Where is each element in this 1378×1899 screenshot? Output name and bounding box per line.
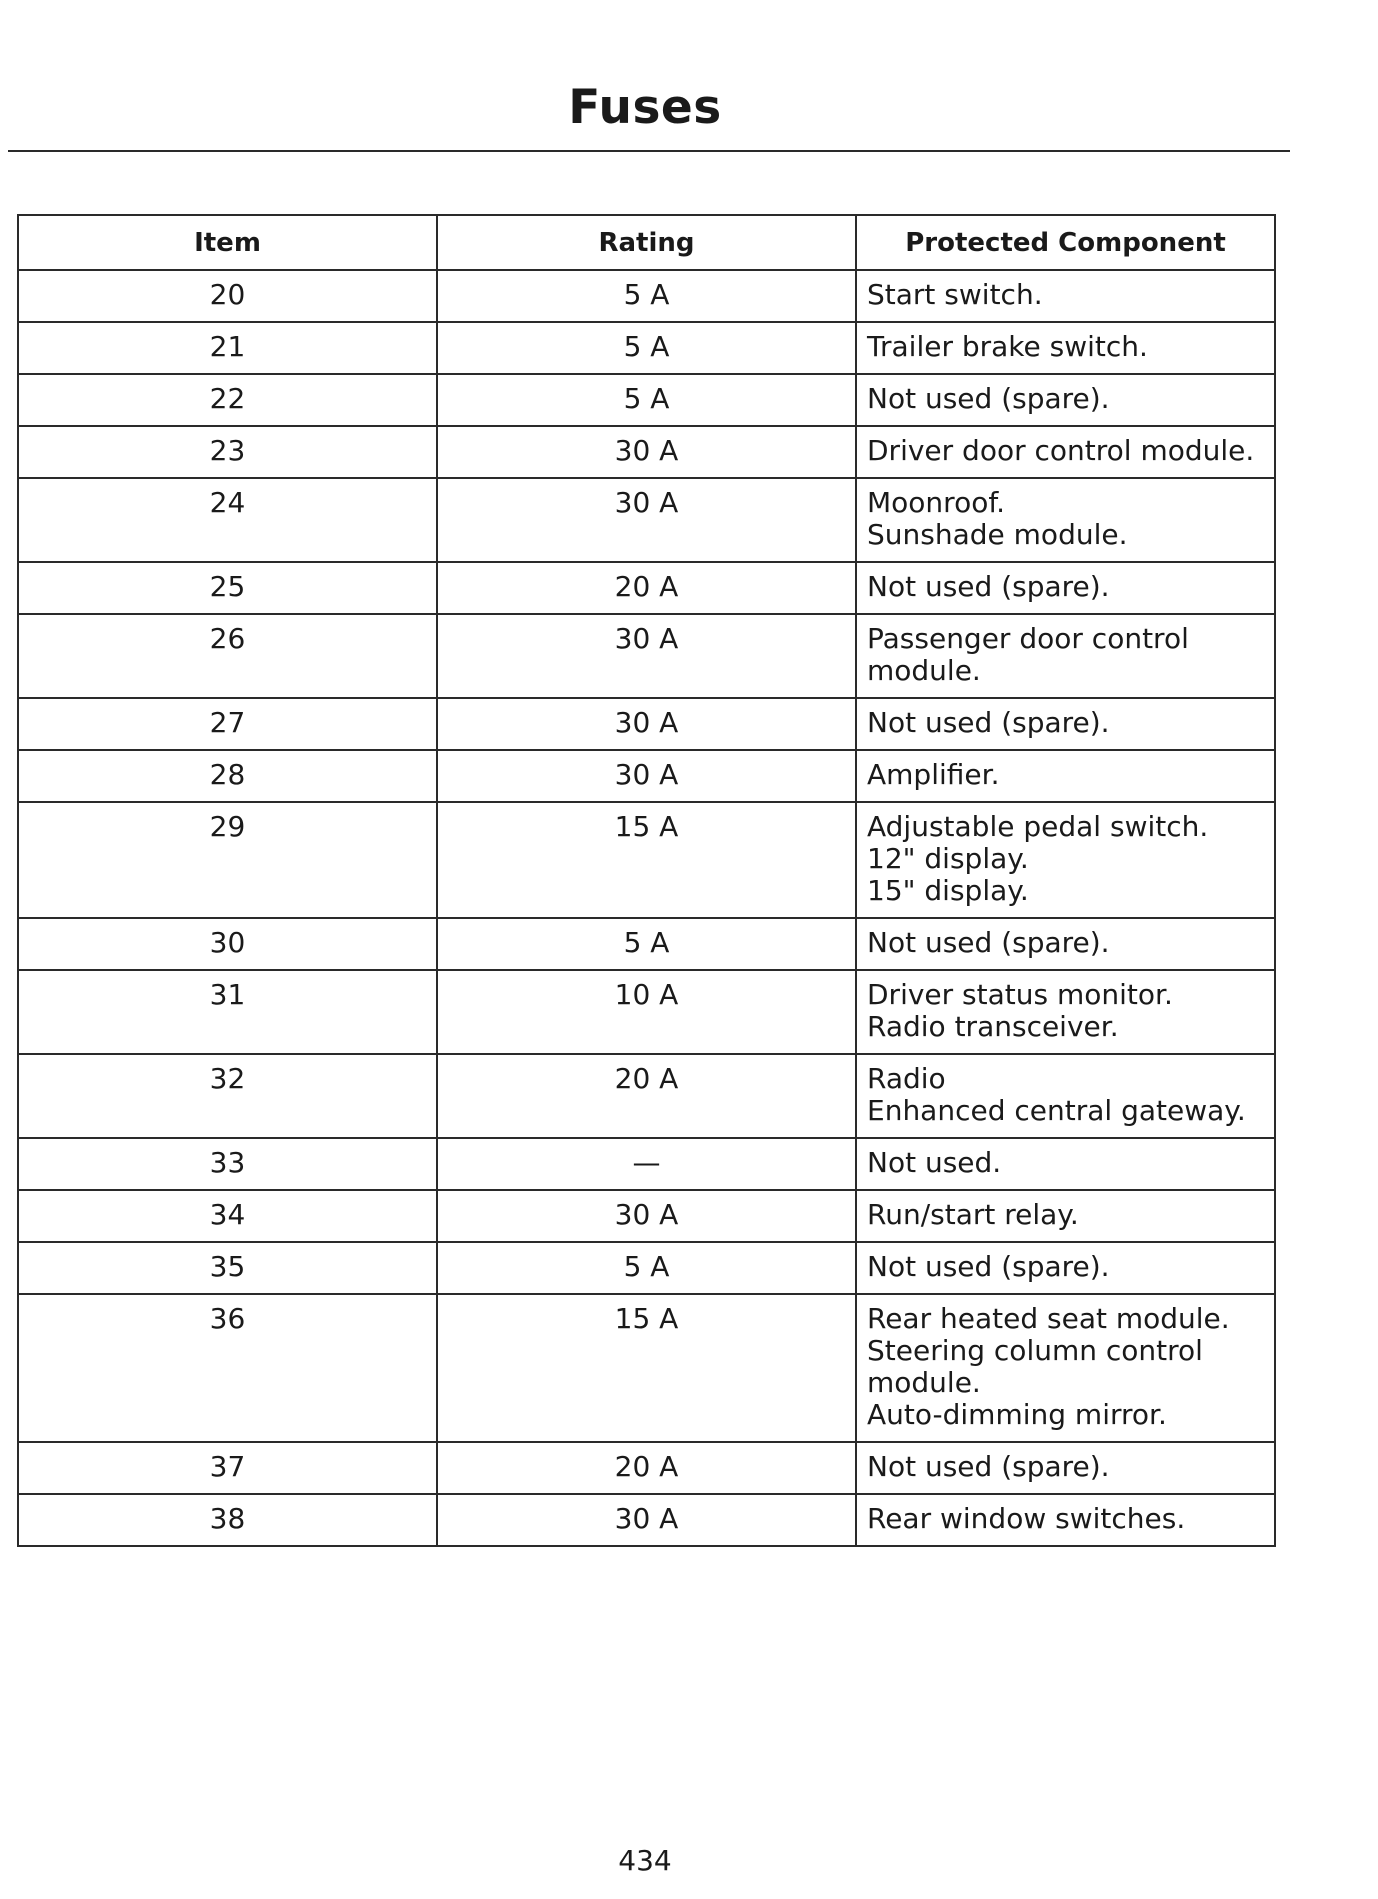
table-row [18,1442,1275,1494]
cell-item: 38 [18,1494,437,1546]
component-line: module. [867,654,981,687]
table-row [18,750,1275,802]
component-line: 12" display. [867,842,1029,875]
component-line: Amplifier. [867,758,1000,791]
table-row [18,1494,1275,1546]
table-row [18,374,1275,426]
cell-protected-component [856,322,1275,374]
table-row [18,562,1275,614]
table-row [18,322,1275,374]
cell-item: 21 [18,322,437,374]
table-header-row [18,215,1275,270]
component-line: Rear window switches. [867,1502,1186,1535]
cell-rating: 5 A [437,1242,856,1294]
table-row [18,426,1275,478]
component-line: Not used (spare). [867,926,1110,959]
cell-item: 30 [18,918,437,970]
table-row [18,1190,1275,1242]
cell-rating: 30 A [437,426,856,478]
cell-protected-component [856,970,1275,1054]
cell-item: 28 [18,750,437,802]
cell-item: 34 [18,1190,437,1242]
cell-rating: 5 A [437,270,856,322]
table-row [18,270,1275,322]
table-row [18,802,1275,918]
component-line: module. [867,1366,981,1399]
component-line: Radio transceiver. [867,1010,1119,1043]
cell-item: 27 [18,698,437,750]
cell-protected-component [856,1190,1275,1242]
header-rating: Rating [437,215,856,270]
cell-rating: 20 A [437,562,856,614]
component-line: Auto-dimming mirror. [867,1398,1167,1431]
cell-protected-component [856,750,1275,802]
cell-rating: — [437,1138,856,1190]
cell-protected-component [856,426,1275,478]
table-row [18,1242,1275,1294]
cell-item: 20 [18,270,437,322]
component-line: Sunshade module. [867,518,1128,551]
page-number: 434 [618,1844,672,1877]
cell-rating: 30 A [437,478,856,562]
cell-item: 29 [18,802,437,918]
cell-protected-component [856,1054,1275,1138]
cell-rating: 5 A [437,322,856,374]
table-body [18,270,1275,1546]
component-line: Not used (spare). [867,570,1110,603]
cell-protected-component [856,562,1275,614]
component-line: Not used (spare). [867,1450,1110,1483]
header-item: Item [18,215,437,270]
cell-rating: 30 A [437,614,856,698]
table-row [18,1294,1275,1442]
component-line: Start switch. [867,278,1043,311]
cell-protected-component [856,1138,1275,1190]
cell-rating: 20 A [437,1054,856,1138]
component-line: Run/start relay. [867,1198,1079,1231]
table-row [18,614,1275,698]
cell-item: 24 [18,478,437,562]
component-line: Moonroof. [867,486,1006,519]
cell-rating: 5 A [437,918,856,970]
component-line: 15" display. [867,874,1029,907]
fuse-table [17,214,1276,1547]
cell-protected-component [856,918,1275,970]
component-line: Enhanced central gateway. [867,1094,1246,1127]
cell-protected-component [856,374,1275,426]
cell-item: 33 [18,1138,437,1190]
cell-protected-component [856,1442,1275,1494]
header-protected-component: Protected Component [856,215,1275,270]
cell-rating: 15 A [437,802,856,918]
cell-item: 23 [18,426,437,478]
cell-rating: 20 A [437,1442,856,1494]
component-line: Rear heated seat module. [867,1302,1230,1335]
cell-rating: 10 A [437,970,856,1054]
table-row [18,1054,1275,1138]
component-line: Not used (spare). [867,382,1110,415]
component-line: Adjustable pedal switch. [867,810,1209,843]
cell-item: 25 [18,562,437,614]
cell-protected-component [856,1242,1275,1294]
component-line: Not used (spare). [867,1250,1110,1283]
table-row [18,698,1275,750]
component-line: Not used (spare). [867,706,1110,739]
table-row [18,918,1275,970]
page-title: Fuses [568,80,722,135]
cell-item: 31 [18,970,437,1054]
cell-protected-component [856,698,1275,750]
table-row [18,970,1275,1054]
component-line: Not used. [867,1146,1002,1179]
title-divider [8,150,1290,152]
table-row [18,478,1275,562]
cell-rating: 30 A [437,1494,856,1546]
cell-item: 35 [18,1242,437,1294]
cell-protected-component [856,270,1275,322]
cell-protected-component [856,478,1275,562]
component-line: Trailer brake switch. [867,330,1148,363]
cell-protected-component [856,802,1275,918]
component-line: Radio [867,1062,946,1095]
cell-item: 22 [18,374,437,426]
cell-item: 26 [18,614,437,698]
component-line: Steering column control [867,1334,1203,1367]
cell-protected-component [856,614,1275,698]
cell-protected-component [856,1294,1275,1442]
cell-item: 32 [18,1054,437,1138]
component-line: Driver status monitor. [867,978,1173,1011]
cell-item: 36 [18,1294,437,1442]
component-line: Passenger door control [867,622,1189,655]
cell-rating: 30 A [437,698,856,750]
table-row [18,1138,1275,1190]
cell-rating: 30 A [437,1190,856,1242]
cell-rating: 15 A [437,1294,856,1442]
cell-rating: 30 A [437,750,856,802]
cell-item: 37 [18,1442,437,1494]
component-line: Driver door control module. [867,434,1255,467]
cell-protected-component [856,1494,1275,1546]
cell-rating: 5 A [437,374,856,426]
